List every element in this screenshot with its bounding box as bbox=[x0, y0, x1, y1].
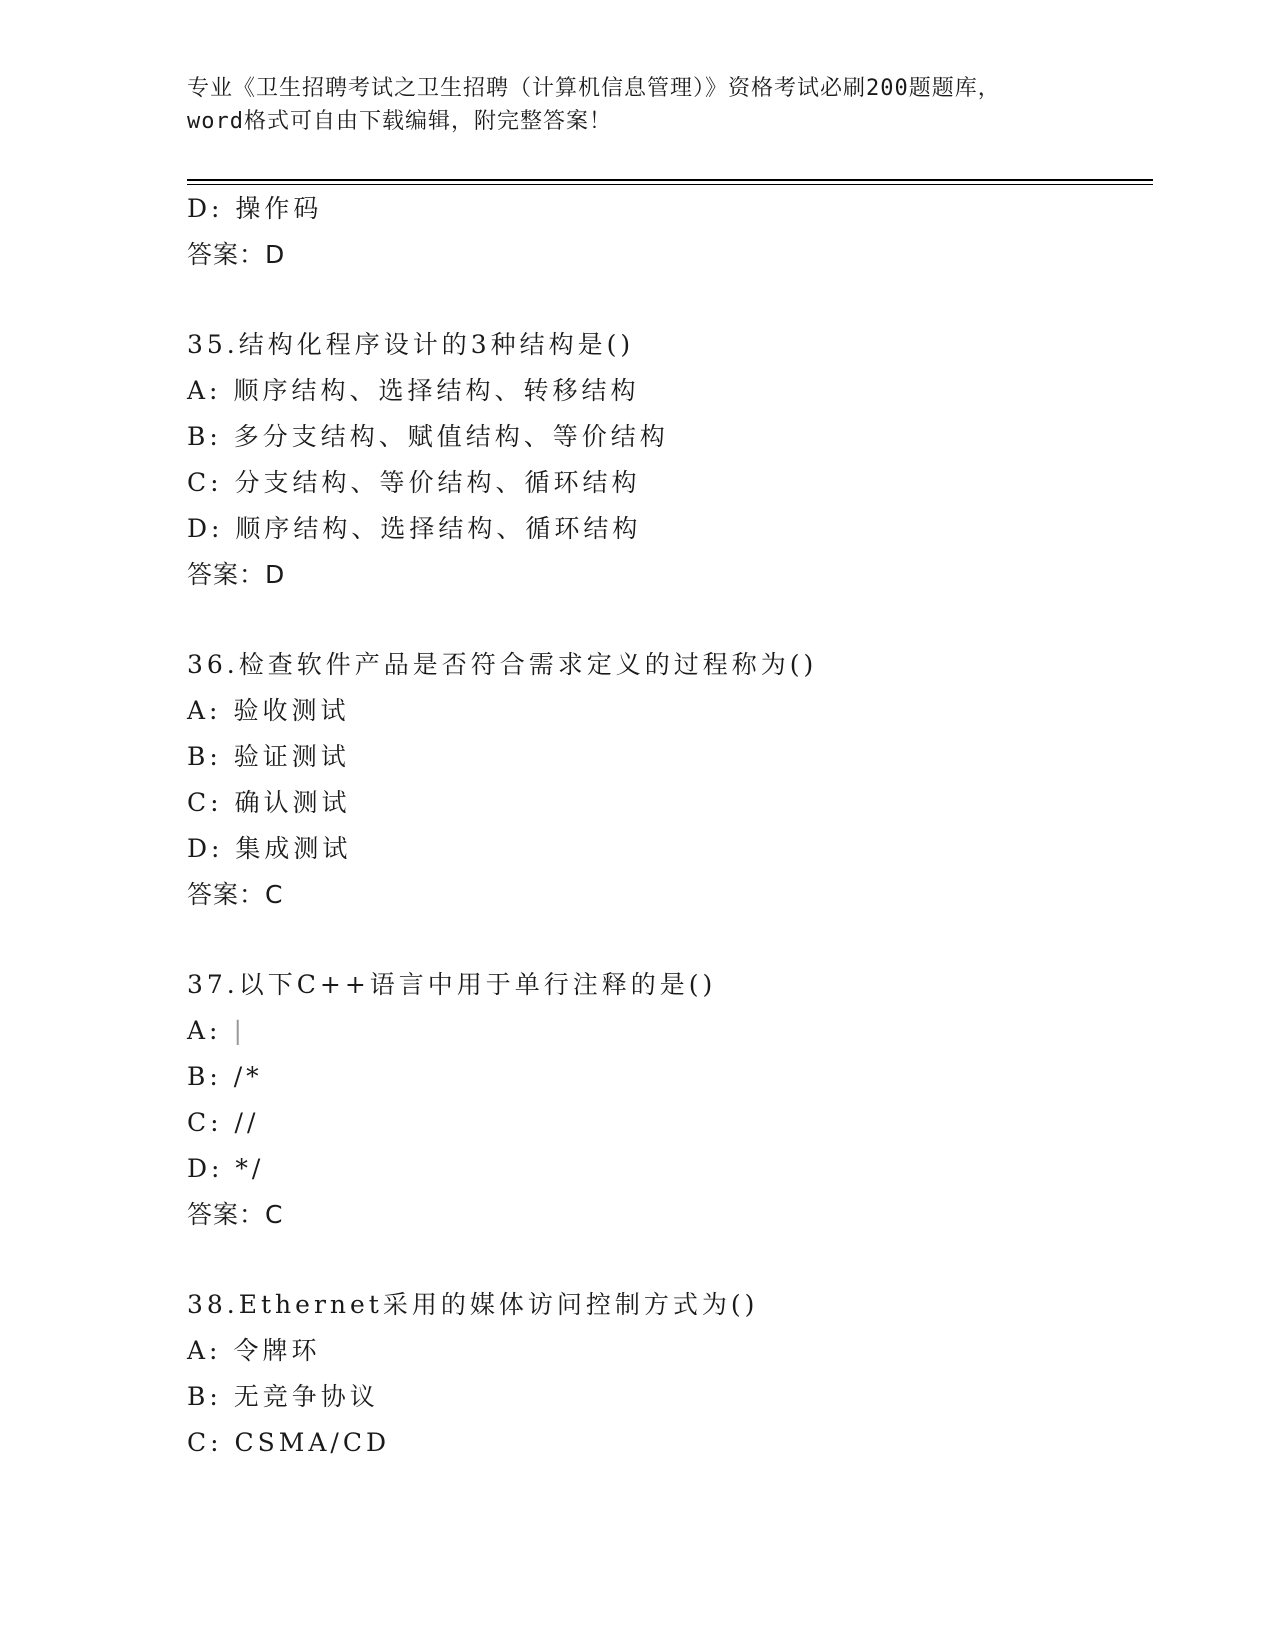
option-text: 令牌环 bbox=[233, 1336, 321, 1365]
option-label: B: bbox=[187, 1062, 222, 1091]
option-text: // bbox=[234, 1108, 260, 1137]
option-text: 顺序结构、选择结构、循环结构 bbox=[235, 514, 642, 543]
option-text: 操作码 bbox=[235, 194, 323, 223]
option-label: B: bbox=[187, 1382, 222, 1411]
option-row bbox=[187, 734, 1147, 780]
option-label: A: bbox=[187, 696, 222, 725]
option-row bbox=[187, 1146, 1147, 1192]
option-row bbox=[187, 186, 1147, 232]
option-text: CSMA/CD bbox=[234, 1428, 391, 1457]
question-36 bbox=[187, 642, 1147, 918]
option-label: D: bbox=[187, 834, 224, 863]
document-header bbox=[187, 72, 1087, 138]
option-text: 确认测试 bbox=[234, 788, 351, 817]
option-label: C: bbox=[187, 1428, 223, 1457]
option-row bbox=[187, 1374, 1147, 1420]
option-text: 分支结构、等价结构、循环结构 bbox=[234, 468, 641, 497]
option-label: C: bbox=[187, 468, 223, 497]
option-row bbox=[187, 826, 1147, 872]
answer-line: 答案：C bbox=[187, 1200, 284, 1229]
option-label: C: bbox=[187, 788, 223, 817]
option-row bbox=[187, 1054, 1147, 1100]
question-stem: 35.结构化程序设计的3种结构是() bbox=[187, 330, 635, 359]
question-stem: 38.Ethernet采用的媒体访问控制方式为() bbox=[187, 1290, 759, 1319]
option-text: 验证测试 bbox=[233, 742, 350, 771]
question-35 bbox=[187, 322, 1147, 598]
answer-line: 答案：D bbox=[187, 240, 286, 269]
option-text: */ bbox=[235, 1154, 265, 1183]
option-label: A: bbox=[187, 1016, 222, 1045]
option-row bbox=[187, 414, 1147, 460]
header-line-2: word格式可自由下载编辑，附完整答案！ bbox=[187, 109, 612, 134]
option-row bbox=[187, 506, 1147, 552]
question-list bbox=[187, 186, 1147, 1466]
option-text: 无竞争协议 bbox=[233, 1382, 379, 1411]
option-label: A: bbox=[187, 1336, 222, 1365]
header-divider-thin bbox=[187, 184, 1153, 185]
option-label: D: bbox=[187, 194, 224, 223]
option-text: /* bbox=[233, 1062, 263, 1091]
option-label: B: bbox=[187, 422, 222, 451]
question-stem: 37.以下C++语言中用于单行注释的是() bbox=[187, 970, 717, 999]
answer-line: 答案：C bbox=[187, 880, 284, 909]
option-row bbox=[187, 1420, 1147, 1466]
option-label: D: bbox=[187, 514, 224, 543]
option-label: D: bbox=[187, 1154, 224, 1183]
option-row bbox=[187, 1008, 1147, 1054]
option-text: 顺序结构、选择结构、转移结构 bbox=[233, 376, 640, 405]
option-text: 多分支结构、赋值结构、等价结构 bbox=[233, 422, 669, 451]
question-38 bbox=[187, 1282, 1147, 1466]
option-text: 集成测试 bbox=[235, 834, 352, 863]
option-label: C: bbox=[187, 1108, 223, 1137]
header-divider-thick bbox=[187, 179, 1153, 181]
option-row bbox=[187, 780, 1147, 826]
question-stem: 36.检查软件产品是否符合需求定义的过程称为() bbox=[187, 650, 818, 679]
option-label: A: bbox=[187, 376, 222, 405]
option-label: B: bbox=[187, 742, 222, 771]
option-row bbox=[187, 368, 1147, 414]
answer-line: 答案：D bbox=[187, 560, 286, 589]
option-row bbox=[187, 1100, 1147, 1146]
option-text: 验收测试 bbox=[233, 696, 350, 725]
previous-question-tail bbox=[187, 186, 1147, 278]
option-text: | bbox=[233, 1016, 246, 1045]
option-row bbox=[187, 1328, 1147, 1374]
question-37 bbox=[187, 962, 1147, 1238]
option-row bbox=[187, 460, 1147, 506]
header-line-1: 专业《卫生招聘考试之卫生招聘（计算机信息管理）》资格考试必刷200题题库， bbox=[187, 76, 1001, 101]
option-row bbox=[187, 688, 1147, 734]
